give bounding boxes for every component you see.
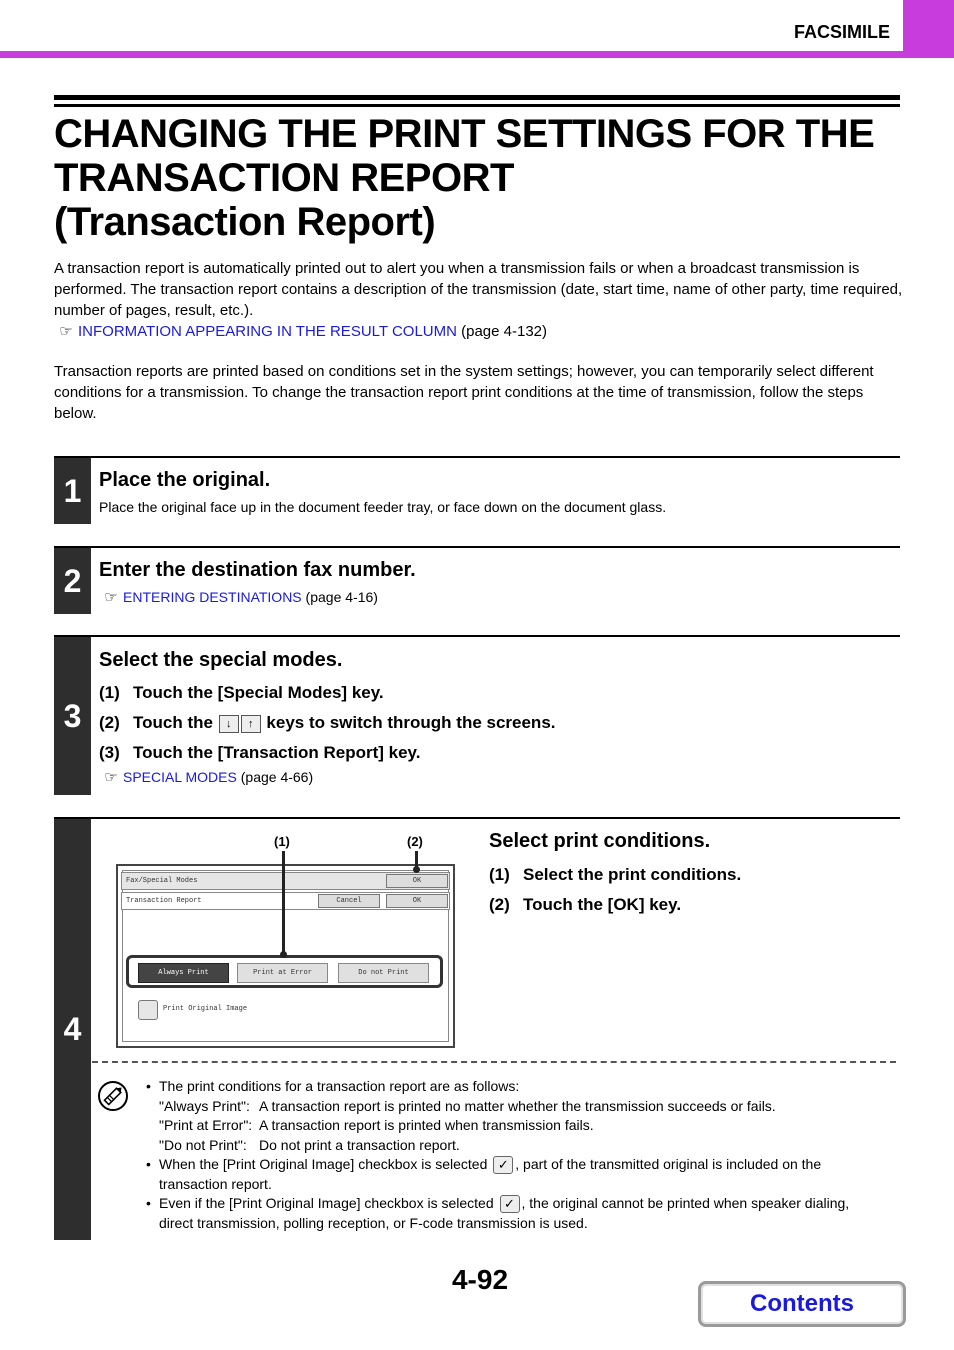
condition-print-at-error: "Print at Error": A transaction report is printed when transmission fails. bbox=[159, 1117, 594, 1133]
entering-destinations-link[interactable]: ENTERING DESTINATIONS bbox=[123, 589, 302, 605]
print-original-image-checkbox[interactable] bbox=[138, 1000, 158, 1020]
screen-cancel-button[interactable]: Cancel bbox=[318, 894, 380, 908]
callout-2-label: (2) bbox=[407, 834, 423, 849]
pencil-note-icon bbox=[98, 1081, 128, 1111]
screen-top-ok-button[interactable]: OK bbox=[386, 874, 448, 888]
header-accent-line bbox=[0, 51, 954, 58]
notes-list bbox=[146, 1077, 886, 1233]
page-title-line1: CHANGING THE PRINT SETTINGS FOR THE bbox=[54, 112, 875, 156]
note-item-3: • Even if the [Print Original Image] checkbox is selected ✓ , the original cannot be printed when speaker dialing, direct transmission, polling reception, or F-code transmission is used. bbox=[146, 1194, 886, 1233]
print-at-error-option[interactable]: Print at Error bbox=[237, 963, 328, 983]
step-3-heading: Select the special modes. bbox=[99, 649, 343, 671]
step-4-number: 4 bbox=[54, 819, 91, 1240]
print-original-image-label: Print Original Image bbox=[163, 1005, 248, 1013]
contents-button[interactable]: Contents bbox=[698, 1281, 906, 1327]
condition-do-not-print: "Do not Print": Do not print a transaction report. bbox=[159, 1136, 460, 1153]
intro-paragraph-1 bbox=[54, 258, 904, 342]
arrow-down-key-icon: ↓ bbox=[219, 715, 239, 733]
header-accent-tab bbox=[903, 0, 954, 58]
condition-always-print: "Always Print": A transaction report is printed no matter whether the transmission succeeds or fails. bbox=[159, 1097, 776, 1114]
step-3-number: 3 bbox=[54, 637, 91, 795]
always-print-option[interactable]: Always Print bbox=[138, 963, 229, 983]
step-1-description: Place the original face up in the document feeder tray, or face down on the document glass. bbox=[99, 499, 667, 515]
page-title-line2: TRANSACTION REPORT bbox=[54, 156, 514, 200]
page-number: 4-92 bbox=[451, 1264, 509, 1295]
reference-hand-icon: ☞ bbox=[104, 769, 118, 786]
step-4-substep-1: (1) Select the print conditions. bbox=[489, 865, 742, 884]
special-modes-page: (page 4-66) bbox=[240, 769, 314, 785]
page-title bbox=[54, 112, 914, 244]
step-1-number: 1 bbox=[54, 458, 91, 524]
arrow-up-key-icon: ↑ bbox=[241, 715, 261, 733]
note-item-2: • When the [Print Original Image] checkbox is selected ✓ , part of the transmitted original is included on the transaction report. bbox=[146, 1155, 886, 1194]
intro-reference bbox=[54, 321, 904, 342]
notes-divider bbox=[92, 1061, 896, 1063]
result-column-link[interactable]: INFORMATION APPEARING IN THE RESULT COLUMN bbox=[78, 323, 457, 340]
page-title-line3: (Transaction Report) bbox=[54, 200, 436, 244]
step-3-substep-3: (3) Touch the [Transaction Report] key. bbox=[99, 743, 421, 762]
intro-paragraph-2: Transaction reports are printed based on conditions set in the system settings; however, you can temporarily select different conditions for a transmission. To change the transaction report print conditions at the time of transmission, follow the steps below. bbox=[54, 363, 874, 422]
step-3-reference bbox=[99, 768, 313, 786]
step-2-heading: Enter the destination fax number. bbox=[99, 559, 416, 581]
screen-subtitle-bar: Transaction Report bbox=[121, 892, 450, 910]
step-3-substep-2: (2) Touch the ↓ ↑ keys to switch through the screens. bbox=[99, 713, 556, 732]
step-2 bbox=[54, 546, 900, 614]
title-rule-bottom bbox=[54, 104, 900, 107]
checkbox-checked-icon: ✓ bbox=[500, 1195, 520, 1213]
note-item-1: • The print conditions for a transaction report are as follows: "Always Print": A transaction report is printed no matter whether the transmission succeeds or fails. "Print at Error": A transaction report is printed when transmission fails. "Do not Print": Do not print a transaction report. bbox=[146, 1077, 886, 1155]
callout-1-line bbox=[282, 851, 285, 954]
step-3 bbox=[54, 635, 900, 795]
step-3-substep-1: (1) Touch the [Special Modes] key. bbox=[99, 683, 384, 702]
callout-1-label: (1) bbox=[274, 834, 290, 849]
step-1 bbox=[54, 456, 900, 524]
do-not-print-option[interactable]: Do not Print bbox=[338, 963, 429, 983]
step-2-number: 2 bbox=[54, 548, 91, 614]
step-1-heading: Place the original. bbox=[99, 469, 271, 491]
special-modes-link[interactable]: SPECIAL MODES bbox=[123, 769, 237, 785]
section-label: FACSIMILE bbox=[793, 22, 890, 42]
title-rule-top bbox=[54, 95, 900, 100]
step-4-substep-2: (2) Touch the [OK] key. bbox=[489, 895, 682, 914]
print-conditions-group bbox=[126, 955, 443, 988]
step-4-heading: Select print conditions. bbox=[489, 830, 711, 852]
callout-2-dot bbox=[413, 866, 420, 873]
screen-title-bar: Fax/Special Modes bbox=[121, 872, 450, 890]
reference-hand-icon: ☞ bbox=[59, 323, 73, 340]
reference-hand-icon: ☞ bbox=[104, 589, 118, 606]
screen-ok-button[interactable]: OK bbox=[386, 894, 448, 908]
callout-1-dot bbox=[280, 951, 287, 958]
entering-destinations-page: (page 4-16) bbox=[305, 589, 378, 605]
result-column-page: (page 4-132) bbox=[461, 323, 548, 340]
intro-text-1: A transaction report is automatically printed out to alert you when a transmission fails or when a broadcast transmission is performed. The transaction report contains a description of the transmission (date, start time, name of other party, time required, number of pages, result, etc.). bbox=[54, 260, 903, 319]
checkbox-checked-icon: ✓ bbox=[493, 1156, 513, 1174]
step-2-reference bbox=[99, 588, 378, 606]
